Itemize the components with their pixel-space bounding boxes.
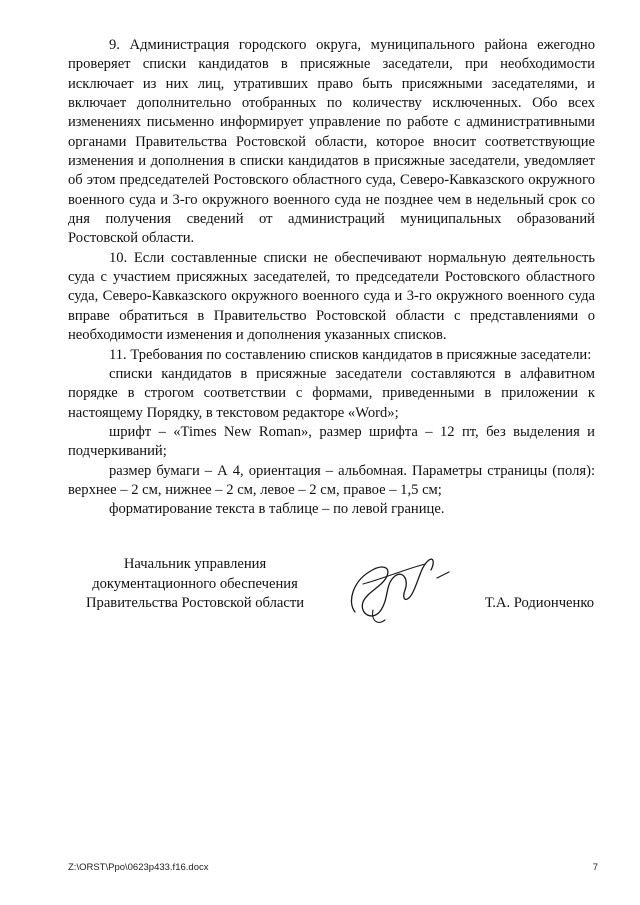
handwritten-signature [333, 540, 463, 630]
signatory-title-line: Начальник управления [123, 556, 267, 572]
requirement-font: шрифт – «Times New Roman», размер шрифта – 12 пт, без выделения и подчеркиваний; [68, 423, 595, 460]
signatory-name: Т.А. Родионченко [484, 595, 594, 611]
signatory-title-line: Правительства Ростовской области [85, 595, 305, 611]
signatory-title [60, 555, 330, 614]
signatory-title-line: документационного обеспечения [92, 575, 298, 592]
document-body [68, 36, 595, 520]
page-number: 7 [592, 862, 598, 873]
paragraph-10: 10. Если составленные списки не обеспечивают нормальную деятельность суда с участием присяжных заседателей, то председатели Ростовского областного суда, Северо-Кавказского окружного военного суда и 3-го окружного военного суда вправе обратиться в Правительство Ростовской области с представлениями о необходимости изменения и дополнения указанных списков. [68, 249, 595, 344]
paragraph-9: 9. Администрация городского округа, муниципального района ежегодно проверяет списки кандидатов в присяжные заседатели, при необходимости исключает из них лиц, утративших право быть присяжными заседателями, и включает дополнительно отобранных по количеству исключенных. Обо всех изменениях письменно информирует управление по работе с административными органами Правительства Ростовской области, которое вносит соответствующие изменения и дополнения в списки кандидатов в присяжные заседатели, уведомляет об этом председателей Ростовского областного суда, Северо-Кавказского окружного военного суда и 3-го окружного военного суда не позднее чем в недельный срок со дня получения сведений от администраций муниципальных образований Ростовской области. [68, 37, 595, 247]
requirement-formatting: форматирование текста в таблице – по левой границе. [109, 501, 445, 518]
paragraph-11: 11. Требования по составлению списков кандидатов в присяжные заседатели: [109, 346, 592, 363]
requirement-paper: размер бумаги – А 4, ориентация – альбомная. Параметры страницы (поля): верхнее – 2 см, нижнее – 2 см, левое – 2 см, правое – 1,5 см; [68, 462, 595, 498]
requirement-alphabetical: списки кандидатов в присяжные заседатели составляются в алфавитном порядке в строгом соответствии с формами, приведенными в приложении к настоящему Порядку, в текстовом редакторе «Word»; [68, 365, 595, 421]
footer-file-path: Z:\ORST\Ppo\0623p433.f16.docx [68, 862, 209, 873]
